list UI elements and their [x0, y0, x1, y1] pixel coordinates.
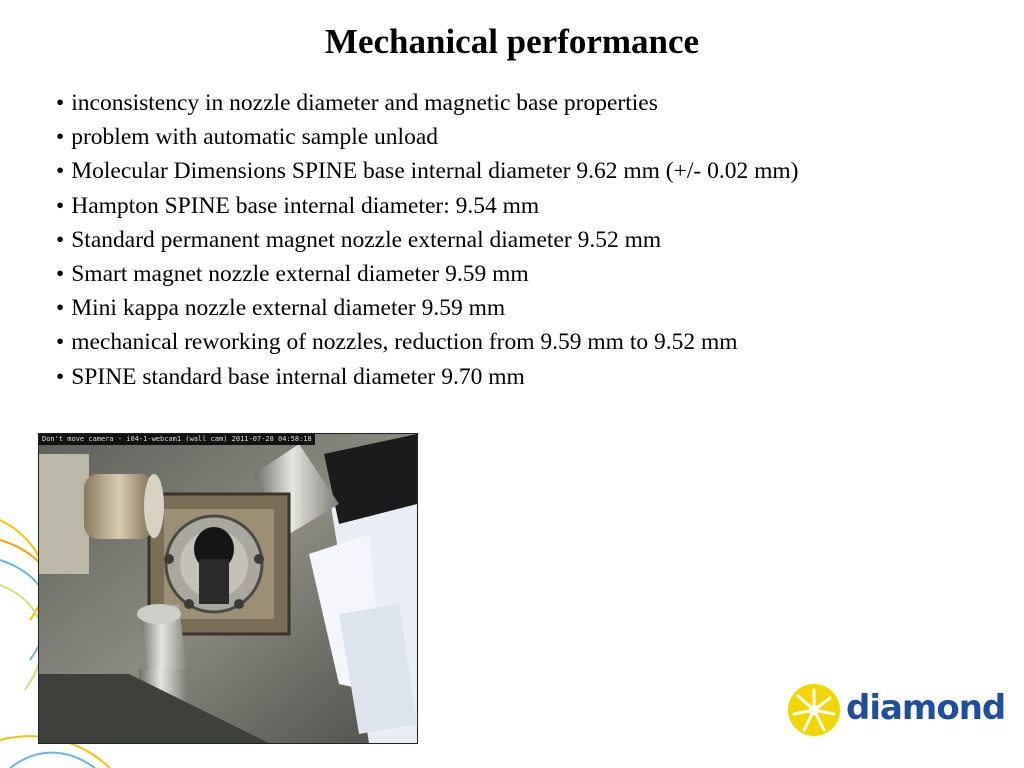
bullet-list [56, 86, 798, 394]
nozzle-hardware-image [39, 434, 417, 743]
bullet-icon: • [56, 124, 65, 151]
bullet-icon: • [56, 329, 65, 356]
bullet-text: problem with automatic sample unload [71, 124, 439, 151]
sunburst-icon [786, 680, 846, 740]
bullet-item [56, 154, 798, 188]
bullet-icon: • [56, 261, 65, 288]
bullet-text: Hampton SPINE base internal diameter: 9.54 mm [71, 192, 540, 219]
webcam-photo [38, 433, 418, 744]
bullet-icon: • [56, 363, 65, 390]
bullet-item [56, 257, 798, 291]
diamond-logo [786, 680, 1006, 740]
bullet-item [56, 223, 798, 257]
bullet-icon: • [56, 226, 65, 253]
bullet-item [56, 325, 798, 359]
bullet-icon: • [56, 158, 65, 185]
slide-title: Mechanical performance [324, 22, 700, 61]
bullet-item [56, 189, 798, 223]
bullet-text: SPINE standard base internal diameter 9.70 mm [71, 363, 525, 390]
bullet-text: Standard permanent magnet nozzle external diameter 9.52 mm [71, 226, 662, 253]
logo-text: diamond [846, 688, 1006, 728]
bullet-icon: • [56, 295, 65, 322]
webcam-caption: Don't move camera - i04-1-webcam1 (wall cam) 2011-07-28 04:58:18 [39, 434, 315, 445]
bullet-text: Molecular Dimensions SPINE base internal diameter 9.62 mm (+/- 0.02 mm) [71, 158, 799, 185]
bullet-item [56, 291, 798, 325]
bullet-text: inconsistency in nozzle diameter and magnetic base properties [71, 90, 658, 116]
bullet-icon: • [56, 90, 65, 116]
bullet-item [56, 86, 798, 120]
bullet-item [56, 360, 798, 394]
bullet-icon: • [56, 192, 65, 219]
bullet-text: Smart magnet nozzle external diameter 9.59 mm [71, 261, 529, 288]
bullet-item [56, 120, 798, 154]
bullet-text: mechanical reworking of nozzles, reduction from 9.59 mm to 9.52 mm [71, 329, 738, 356]
bullet-text: Mini kappa nozzle external diameter 9.59 mm [71, 295, 506, 322]
